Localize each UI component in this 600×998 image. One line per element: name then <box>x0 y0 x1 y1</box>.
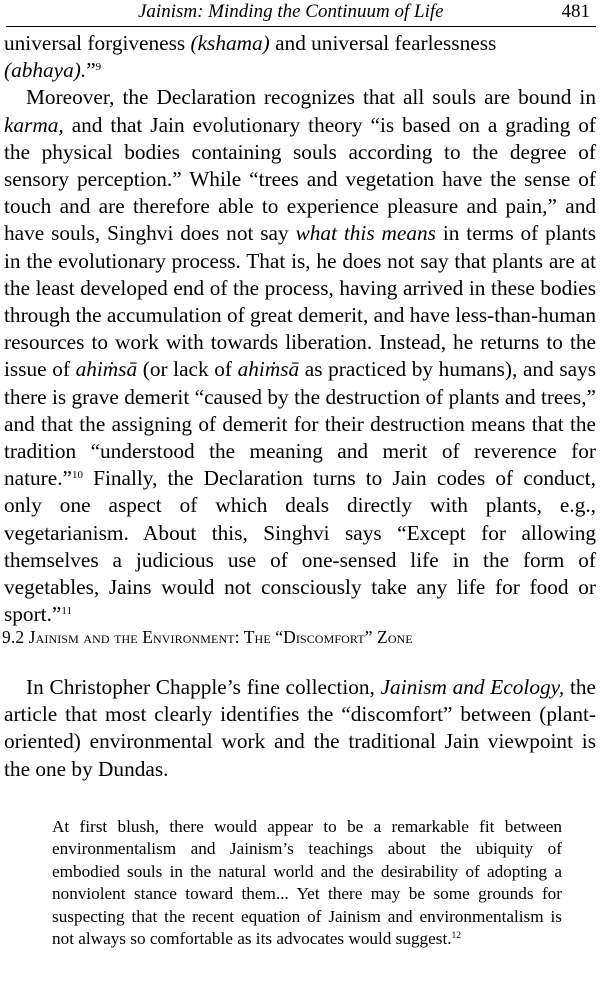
footnote-ref-10: 10 <box>72 469 83 482</box>
continued-paragraph: universal forgiveness (kshama) and universal fearlessness (abhaya).”$^9$ <box>4 31 497 83</box>
footnote-ref-12: 12 <box>451 931 462 942</box>
header-rule <box>6 26 596 27</box>
block-quote: At first blush, there would appear to be a remarkable fit between environmentalism and Jainism’s teachings about the ubiquity of embodied souls in the natural world and the desirability of adopting a nonviolent stance toward them... Yet there may be some grounds for suspecting that the recent equation of Jainism and environmentalism is not always so comfortable as its advocates would suggest.$^{12}$ <box>52 817 562 949</box>
section-title: Jainism and the Environment: The “Discomfort” Zone <box>28 627 413 647</box>
footnote-ref-11: 11 <box>61 605 72 618</box>
paragraph-chapple: In Christopher Chapple’s fine collection, Jainism and Ecology, the article that most clearly identifies the “discomfort” between (plant-oriented) environmental work and the traditional Jain viewpoint is the one by Dundas. <box>4 675 596 781</box>
body-text <box>4 30 596 628</box>
section-number: 9.2 <box>2 627 25 647</box>
paragraph-declaration: Moreover, the Declaration recognizes that all souls are bound in karma, and that Jain evolutionary theory “is based on a grading of the physical bodies containing souls according to the degree of sensory perception.” While “trees and vegetation have the sense of touch and are therefore able to experience pleasure and pain,” and have souls, Singhvi does not say what this means in terms of plants in the evolutionary process. That is, he does not say that plants are at the least developed end of the process, having arrived in these bodies through the accumulation of great demerit, and have less-than-human resources to work with towards liberation. Instead, he returns to the issue of ahiṁsā (or lack of ahiṁsā as practiced by humans), and says there is grave demerit “caused by the destruction of plants and trees,” and that the assigning of demerit for their destruction means that the tradition “understood the meaning and merit of reverence for nature.”$^{10}$ Finally, the Declaration turns to Jain codes of conduct, only one aspect of which deals directly with plants, e.g., vegetarianism. About this, Singhvi says “Except for allowing themselves a judicious use of one-sensed life in the form of vegetables, Jains would not consciously take any life for food or sport.”$^{11}$ <box>4 85 597 627</box>
footnote-ref-9: 9 <box>95 61 102 74</box>
running-title: Jainism: Minding the Continuum of Life <box>138 1 444 22</box>
running-header <box>0 0 600 28</box>
page-number: 481 <box>561 1 590 22</box>
section-heading <box>2 627 598 648</box>
book-title: Jainism and Ecology, <box>380 675 565 699</box>
